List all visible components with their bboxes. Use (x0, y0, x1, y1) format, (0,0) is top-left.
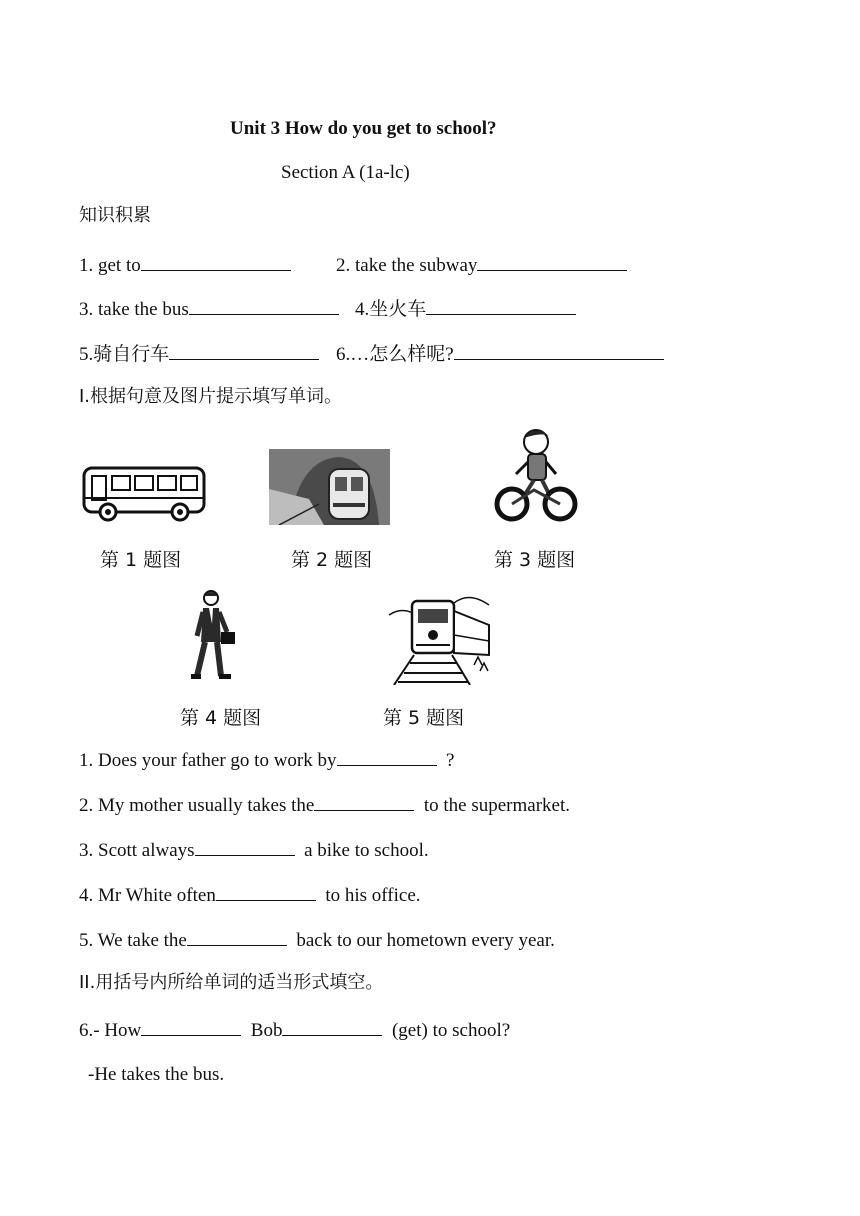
answer-blank[interactable] (187, 929, 287, 946)
knowledge-heading: 知识积累 (79, 205, 151, 226)
question-2-end: to the supermarket. (423, 795, 571, 816)
answer-blank[interactable] (189, 298, 339, 315)
knowledge-item-2-text: 2. take the subway (336, 255, 478, 276)
question-3 (79, 839, 429, 860)
knowledge-item-2 (336, 254, 627, 275)
page-title: Unit 3 How do you get to school? (230, 118, 497, 139)
question-5-text: 5. We take the (79, 930, 187, 951)
answer-blank[interactable] (195, 839, 295, 856)
answer-blank[interactable] (337, 749, 437, 766)
knowledge-item-3 (79, 298, 339, 319)
bus-icon (80, 458, 210, 524)
knowledge-item-4 (355, 298, 576, 319)
question-2 (79, 794, 570, 815)
answer-blank[interactable] (426, 298, 576, 315)
part2-heading: II.用括号内所给单词的适当形式填空。 (79, 972, 384, 993)
part1-heading: I.根据句意及图片提示填写单词。 (79, 386, 343, 407)
knowledge-item-6-text: 6.…怎么样呢? (336, 344, 454, 365)
question-6-answer: -He takes the bus. (88, 1064, 225, 1085)
subway-train-icon (269, 449, 390, 525)
man-walking-icon (191, 588, 237, 684)
question-6-c: (get) to school? (391, 1020, 511, 1041)
train-icon (384, 585, 494, 685)
answer-blank[interactable] (141, 254, 291, 271)
knowledge-item-6 (336, 343, 664, 364)
answer-blank[interactable] (216, 884, 316, 901)
question-6 (79, 1019, 510, 1040)
question-6-a: 6.- How (79, 1020, 142, 1041)
question-4-text: 4. Mr White often (79, 885, 216, 906)
answer-blank[interactable] (282, 1019, 382, 1036)
knowledge-item-5-text: 5.骑自行车 (79, 344, 170, 365)
question-4-end: to his office. (325, 885, 421, 906)
answer-blank[interactable] (314, 794, 414, 811)
knowledge-item-1 (79, 254, 291, 275)
answer-blank[interactable] (454, 343, 664, 360)
section-subtitle: Section A (1a-lc) (281, 162, 410, 183)
answer-blank[interactable] (169, 343, 319, 360)
knowledge-item-5 (79, 343, 319, 364)
question-1-text: 1. Does your father go to work by (79, 750, 337, 771)
caption-2: 第 2 题图 (291, 549, 373, 571)
question-2-text: 2. My mother usually takes the (79, 795, 315, 816)
knowledge-item-1-text: 1. get to (79, 255, 141, 276)
question-3-text: 3. Scott always (79, 840, 195, 861)
question-6-b: Bob (250, 1020, 283, 1041)
caption-5: 第 5 题图 (383, 707, 465, 729)
question-1-end: ? (446, 750, 455, 771)
answer-blank[interactable] (141, 1019, 241, 1036)
question-1 (79, 749, 454, 770)
answer-blank[interactable] (477, 254, 627, 271)
question-4 (79, 884, 421, 905)
caption-4: 第 4 题图 (180, 707, 262, 729)
knowledge-item-4-text: 4.坐火车 (355, 299, 427, 320)
knowledge-item-3-text: 3. take the bus (79, 299, 189, 320)
question-3-end: a bike to school. (304, 840, 429, 861)
question-5-end: back to our hometown every year. (296, 930, 555, 951)
boy-riding-bike-icon (494, 424, 578, 524)
caption-3: 第 3 题图 (494, 549, 576, 571)
question-5 (79, 929, 555, 950)
caption-1: 第 1 题图 (100, 549, 182, 571)
